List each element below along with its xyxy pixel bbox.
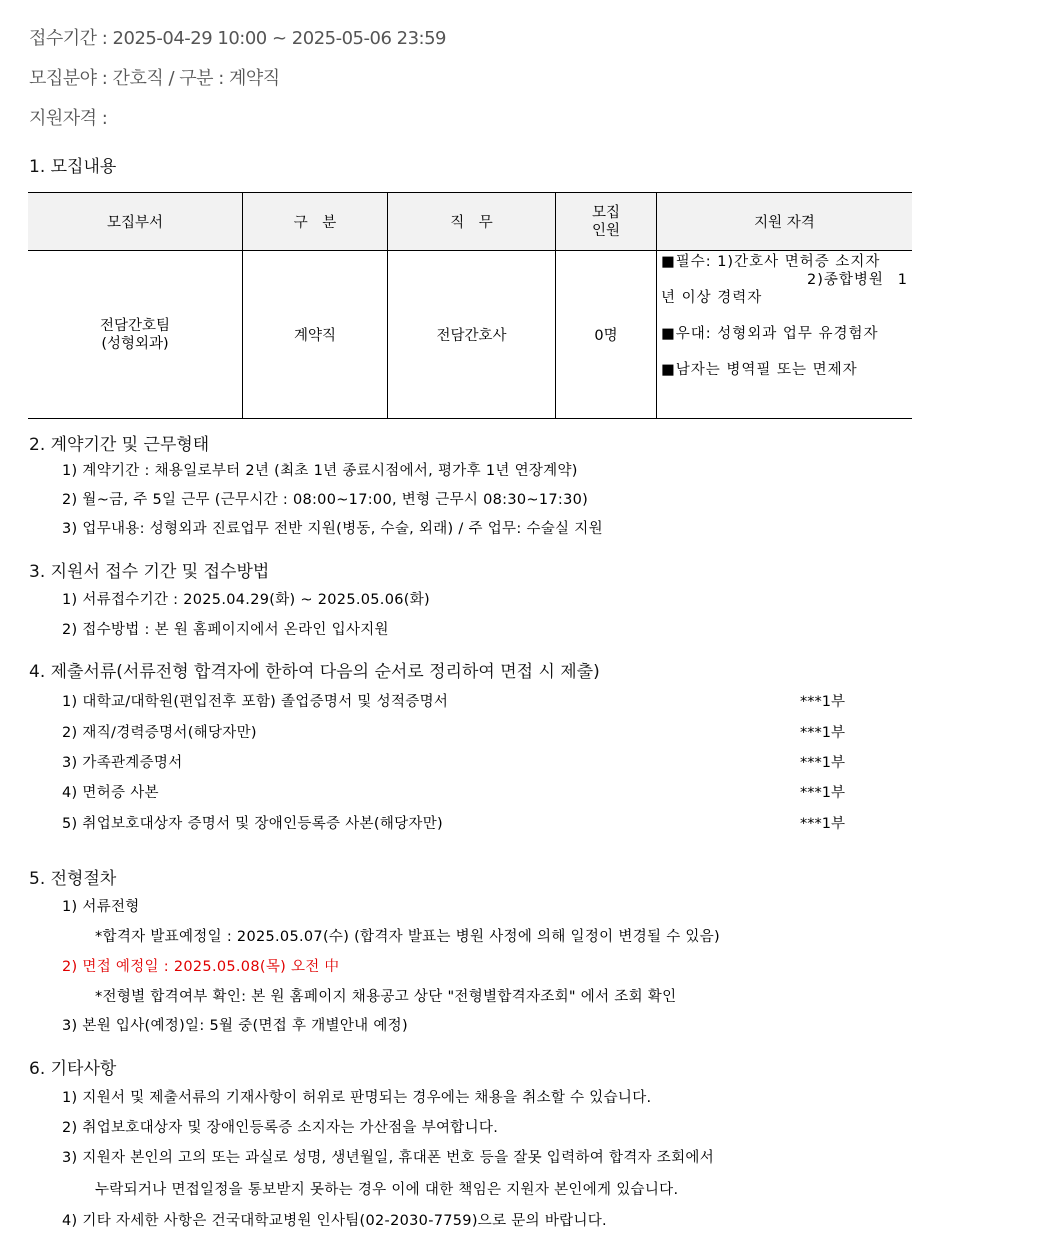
document-item: 1) 대학교/대학원(편입전후 포함) 졸업증명서 및 성적증명서 <box>62 694 449 710</box>
cell-dept: 전담간호팀 (성형외과) <box>28 251 243 419</box>
list-item: 1) 계약기간 : 채용일로부터 2년 (최초 1년 종료시점에서, 평가후 1년 연장계약) <box>62 463 578 479</box>
list-item-continuation: 누락되거나 면접일정을 통보받지 못하는 경우 이에 대한 책임은 지원자 본인에게 있습니다. <box>95 1182 679 1198</box>
document-copies: ***1부 <box>800 785 845 801</box>
document-item: 4) 면허증 사본 <box>62 785 159 801</box>
step-result-check-note: *전형별 합격여부 확인: 본 원 홈페이지 채용공고 상단 "전형별합격자조회" 에서 조회 확인 <box>95 989 677 1005</box>
document-copies: ***1부 <box>800 816 845 832</box>
section-6-title: 6. 기타사항 <box>29 1059 117 1079</box>
qual-required-1: ■필수: 1)간호사 면허증 소지자 <box>661 254 881 270</box>
qual-required-2: 2)종합병원 1년 이상 경력자 <box>661 272 908 306</box>
section-4-title: 4. 제출서류(서류전형 합격자에 한하여 다음의 순서로 정리하여 면접 시 제출) <box>29 662 600 682</box>
qual-military: ■남자는 병역필 또는 면제자 <box>661 362 858 378</box>
document-item: 3) 가족관계증명서 <box>62 755 183 771</box>
step-document-screening: 1) 서류전형 <box>62 899 140 915</box>
header-qualification: 지원 자격 <box>657 193 913 251</box>
step-start-date: 3) 본원 입사(예정)일: 5월 중(면접 후 개별안내 예정) <box>62 1018 408 1034</box>
list-item: 1) 지원서 및 제출서류의 기재사항이 허위로 판명되는 경우에는 채용을 취소할 수 있습니다. <box>62 1090 652 1106</box>
step-result-note: *합격자 발표예정일 : 2025.05.07(수) (합격자 발표는 병원 사정에 의해 일정이 변경될 수 있음) <box>95 929 721 945</box>
list-item: 4) 기타 자세한 사항은 건국대학교병원 인사팀(02-2030-7759)으로 문의 바랍니다. <box>62 1213 607 1229</box>
cell-job: 전담간호사 <box>388 251 556 419</box>
recruit-field: 모집분야 : 간호직 / 구분 : 계약직 <box>29 68 280 89</box>
cell-type: 계약직 <box>243 251 388 419</box>
list-item: 2) 취업보호대상자 및 장애인등록증 소지자는 가산점을 부여합니다. <box>62 1120 499 1136</box>
document-copies: ***1부 <box>800 725 845 741</box>
recruit-table <box>28 192 912 419</box>
qual-preferred: ■우대: 성형외과 업무 유경험자 <box>661 326 879 342</box>
section-1-title: 1. 모집내용 <box>29 157 117 177</box>
list-item: 3) 지원자 본인의 고의 또는 과실로 성명, 생년월일, 휴대폰 번호 등을 잘못 입력하여 합격자 조회에서 <box>62 1150 714 1166</box>
list-item: 2) 월~금, 주 5일 근무 (근무시간 : 08:00~17:00, 변형 근무시 08:30~17:30) <box>62 492 589 508</box>
cell-qualification <box>657 251 913 419</box>
section-3-title: 3. 지원서 접수 기간 및 접수방법 <box>29 562 270 582</box>
cell-count: 0명 <box>556 251 657 419</box>
header-type: 구 분 <box>243 193 388 251</box>
header-count: 모집 인원 <box>556 193 657 251</box>
qualification-label: 지원자격 : <box>29 108 108 129</box>
header-dept: 모집부서 <box>28 193 243 251</box>
list-item: 2) 접수방법 : 본 원 홈페이지에서 온라인 입사지원 <box>62 622 389 638</box>
step-interview-date: 2) 면접 예정일 : 2025.05.08(목) 오전 中 <box>62 959 340 975</box>
document-item: 2) 재직/경력증명서(해당자만) <box>62 725 257 741</box>
header-job: 직 무 <box>388 193 556 251</box>
section-5-title: 5. 전형절차 <box>29 869 117 889</box>
document-copies: ***1부 <box>800 694 845 710</box>
list-item: 1) 서류접수기간 : 2025.04.29(화) ~ 2025.05.06(화) <box>62 592 430 608</box>
document-item: 5) 취업보호대상자 증명서 및 장애인등록증 사본(해당자만) <box>62 816 444 832</box>
document-copies: ***1부 <box>800 755 845 771</box>
table-row <box>28 251 912 419</box>
list-item: 3) 업무내용: 성형외과 진료업무 전반 지원(병동, 수술, 외래) / 주 업무: 수술실 지원 <box>62 521 603 537</box>
section-2-title: 2. 계약기간 및 근무형태 <box>29 435 210 455</box>
table-header-row <box>28 193 912 251</box>
application-period: 접수기간 : 2025-04-29 10:00 ~ 2025-05-06 23:59 <box>29 28 446 49</box>
